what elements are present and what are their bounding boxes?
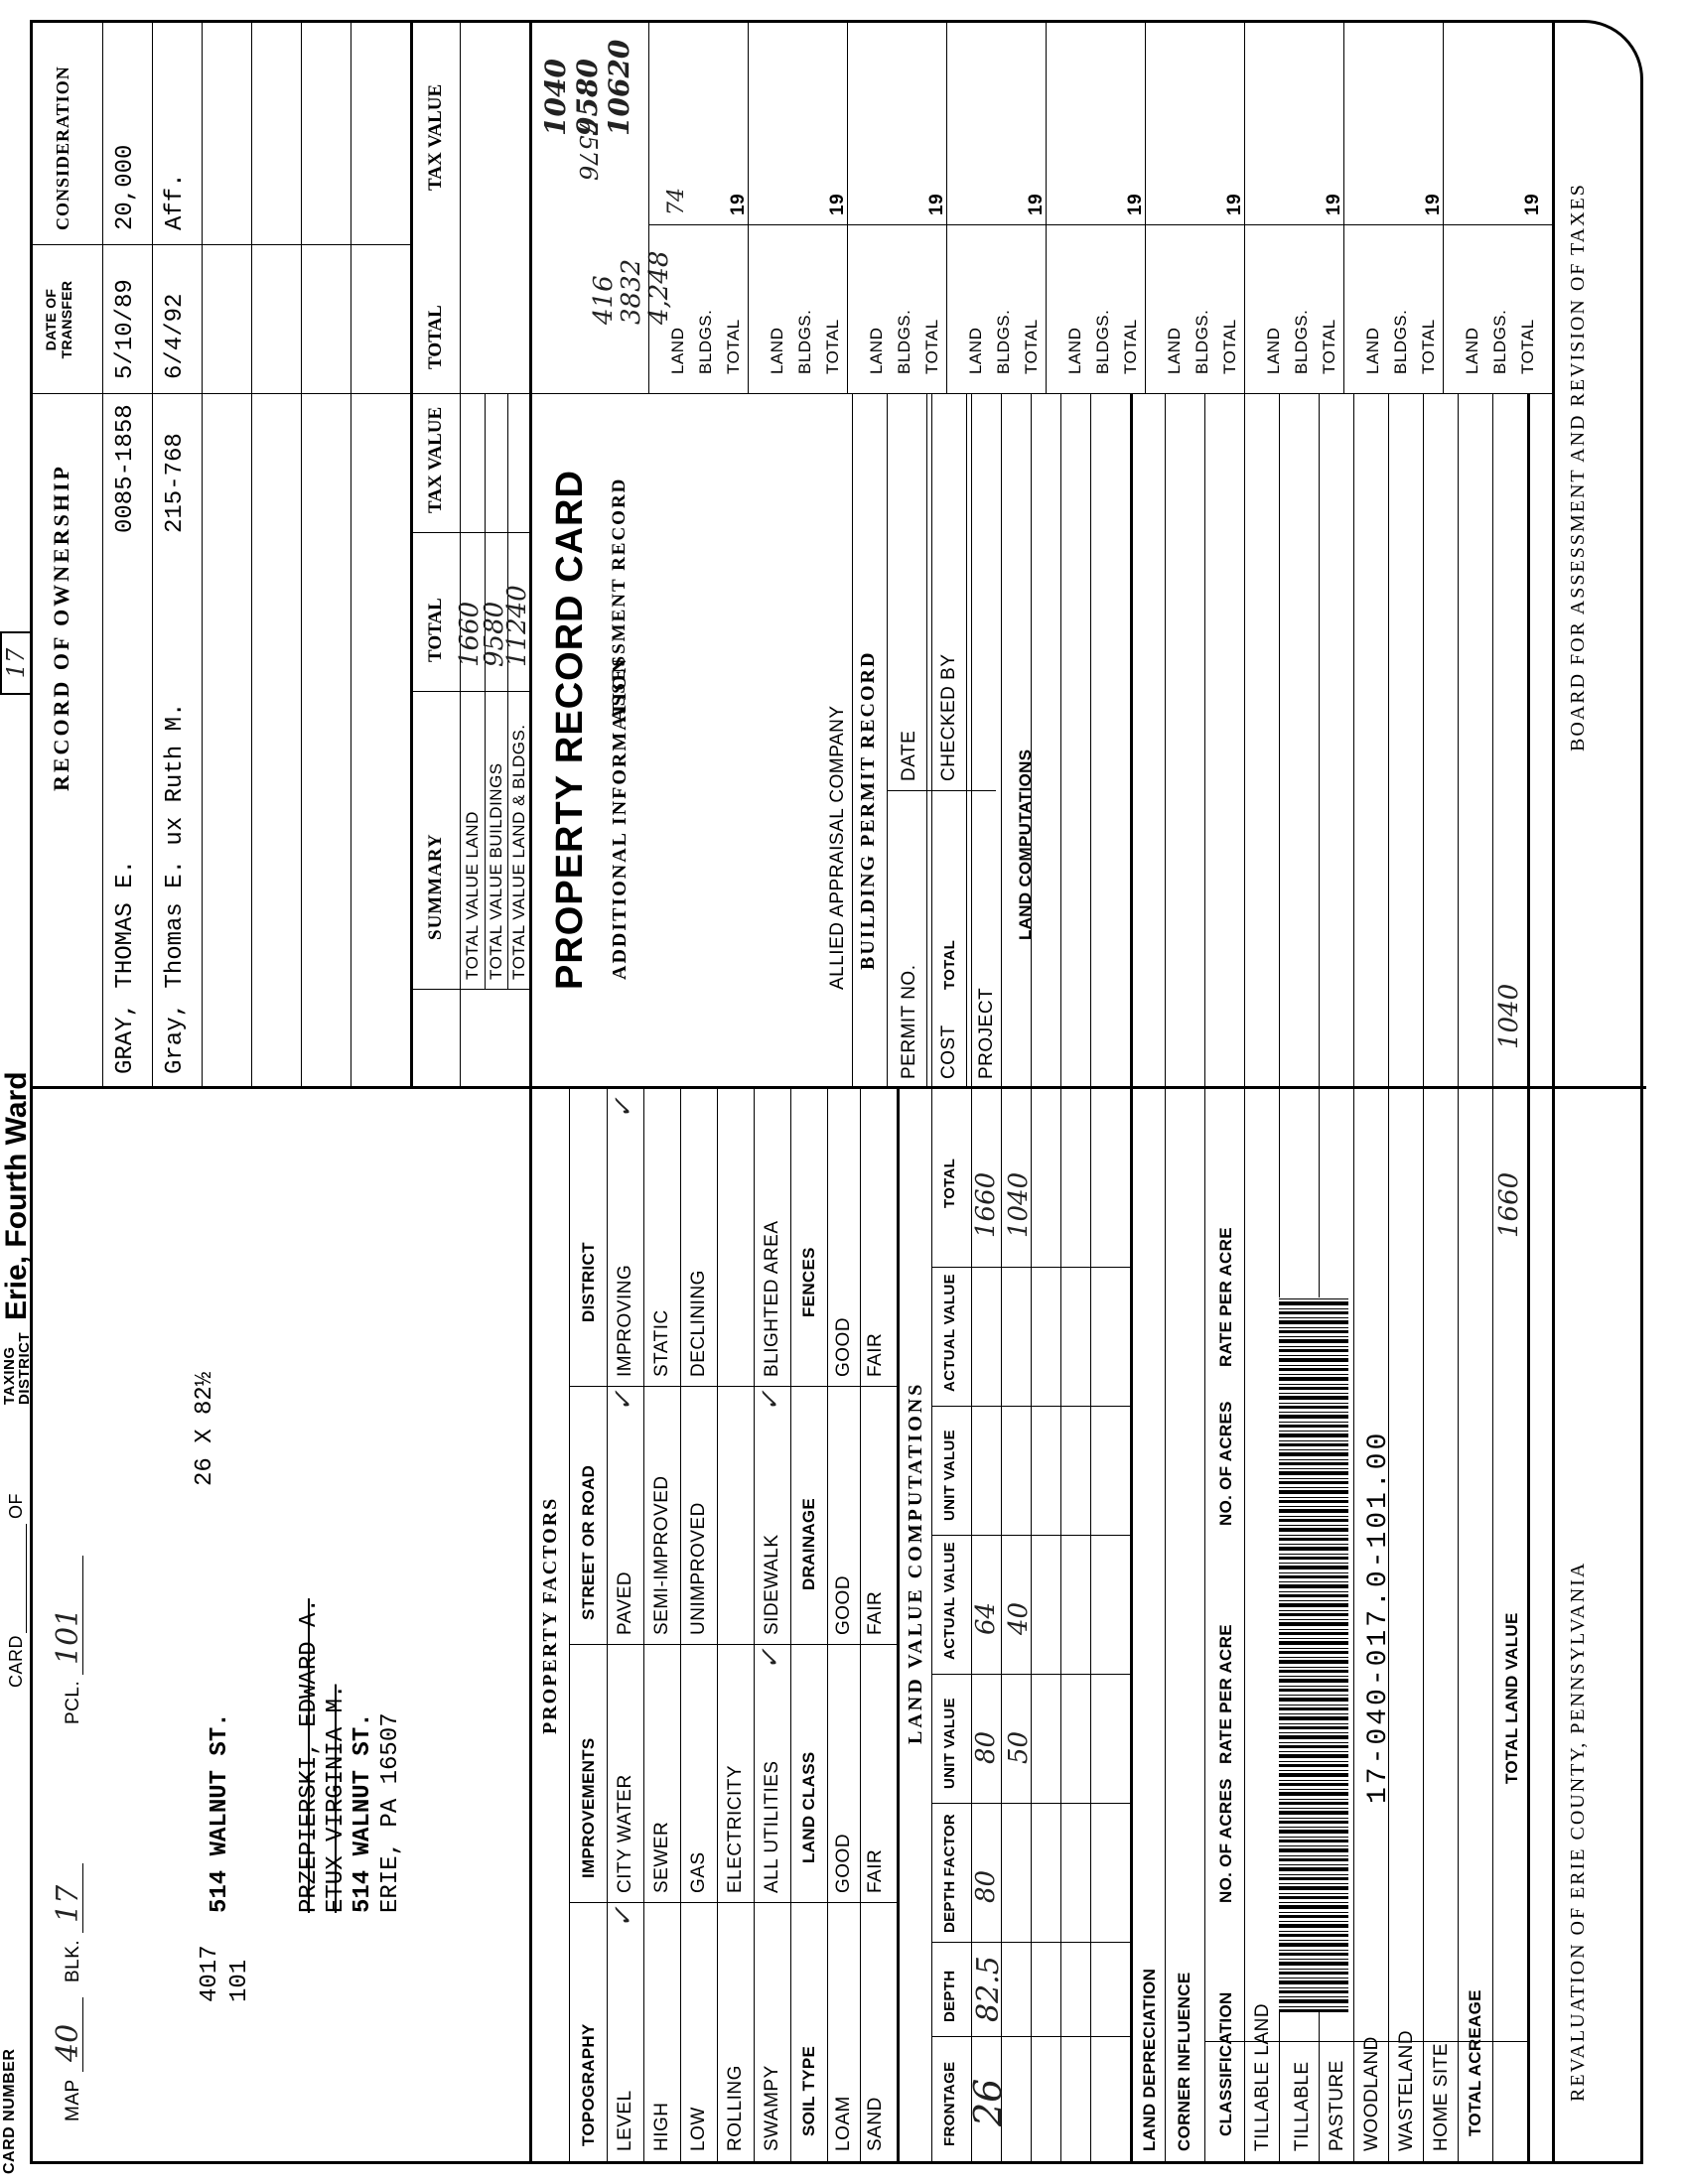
assessed-total: 10620 bbox=[603, 39, 635, 136]
right-tax-header: TAX VALUE bbox=[425, 83, 446, 191]
rate-acre-2-header: RATE PER ACRE bbox=[1216, 1227, 1235, 1367]
class-tillable: TILLABLE bbox=[1292, 2061, 1313, 2151]
lvc-depth-factor: 80 bbox=[971, 1869, 1001, 1903]
lvc-depth-header: DEPTH bbox=[941, 1970, 958, 2022]
lvc-frontage: 26 bbox=[966, 2078, 1010, 2126]
summary-total-land-bldgs: 11240 bbox=[502, 585, 532, 667]
assess-total-2: TOTAL bbox=[823, 319, 842, 374]
check-all-utilities-icon: ✓ bbox=[756, 1648, 785, 1670]
blk-label: BLK. bbox=[63, 1939, 83, 1982]
tax-value-buildings: 3832 bbox=[617, 258, 646, 325]
impr-sewer: SEWER bbox=[651, 1821, 672, 1893]
check-level-icon: ✓ bbox=[609, 1906, 638, 1928]
improvements-header: IMPROVEMENTS bbox=[579, 1737, 598, 1878]
blk-value: 17 bbox=[51, 1884, 85, 1923]
assess-bldgs-2: BLDGS. bbox=[795, 309, 814, 374]
land-depreciation: LAND DEPRECIATION bbox=[1140, 1968, 1159, 2151]
impr-all-utilities: ALL UTILITIES bbox=[762, 1760, 782, 1893]
total-acreage: TOTAL ACREAGE bbox=[1466, 1989, 1484, 2136]
district-improving: IMPROVING bbox=[615, 1264, 635, 1377]
card-title: PROPERTY RECORD CARD bbox=[549, 470, 591, 990]
summary-total-buildings: 9580 bbox=[480, 601, 509, 667]
lvc-actual-1: 64 bbox=[971, 1601, 1001, 1635]
lvc-unit-value-1: 80 bbox=[971, 1730, 1001, 1764]
check-sidewalk-icon: ✓ bbox=[756, 1390, 785, 1412]
year-prefix-8: 19 bbox=[1423, 193, 1444, 215]
checked-by-label: CHECKED BY bbox=[938, 653, 959, 781]
impr-city-water: CITY WATER bbox=[615, 1774, 635, 1893]
class-home-site: HOME SITE bbox=[1431, 2042, 1452, 2151]
lvc-total-2-header: TOTAL bbox=[941, 939, 958, 990]
street-unimproved: UNIMPROVED bbox=[688, 1502, 709, 1635]
old-owner-2: ETUX VIRGINIA M. bbox=[323, 1684, 350, 1913]
summary-row-buildings: TOTAL VALUE BUILDINGS bbox=[487, 762, 505, 980]
lvc-total-header: TOTAL bbox=[941, 1158, 958, 1208]
fences-good: GOOD bbox=[833, 1316, 854, 1377]
appraisal-company: ALLIED APPRAISAL COMPANY bbox=[827, 705, 848, 990]
total-land-value-1: 1660 bbox=[1494, 1171, 1524, 1238]
old-owner-1: PRZEPIERSKI, EDWARD A. bbox=[296, 1598, 323, 1913]
assess-land-2: LAND bbox=[768, 327, 786, 374]
assess-total-9: TOTAL bbox=[1518, 319, 1537, 374]
district-header: DISTRICT bbox=[579, 1242, 598, 1322]
assess-total-5: TOTAL bbox=[1121, 319, 1140, 374]
consideration-header: CONSIDERATION bbox=[53, 66, 72, 230]
pcl-value: 101 bbox=[51, 1607, 85, 1665]
assess-land-1: LAND bbox=[668, 327, 687, 374]
permit-title: BUILDING PERMIT RECORD bbox=[857, 650, 879, 970]
lvc-total-1: 1660 bbox=[971, 1171, 1001, 1238]
mailing-city: ERIE, PA 16507 bbox=[377, 1712, 404, 1913]
ownership-row-1-deed: 0085-1858 bbox=[112, 404, 139, 533]
year-prefix-5: 19 bbox=[1125, 193, 1146, 215]
district-declining: DECLINING bbox=[688, 1270, 709, 1377]
barcode bbox=[1279, 1297, 1348, 2012]
year-prefix-7: 19 bbox=[1324, 193, 1344, 215]
drainage-fair: FAIR bbox=[865, 1590, 886, 1635]
assess-bldgs-9: BLDGS. bbox=[1490, 309, 1509, 374]
assess-land-6: LAND bbox=[1165, 327, 1184, 374]
summary-tax-header: TAX VALUE bbox=[425, 406, 446, 513]
ownership-row-2-owner: Gray, Thomas E. ux Ruth M. bbox=[162, 702, 189, 1074]
date-label: DATE bbox=[899, 730, 919, 781]
class-pasture: PASTURE bbox=[1327, 2060, 1347, 2151]
topo-rolling: ROLLING bbox=[725, 2065, 746, 2151]
soil-type-header: SOIL TYPE bbox=[799, 2045, 818, 2136]
permit-no-label: PERMIT NO. bbox=[899, 964, 919, 1079]
taxing-district: Erie, Fourth Ward bbox=[0, 1071, 33, 1320]
land-computations-title: LAND COMPUTATIONS bbox=[1016, 749, 1035, 940]
assess-bldgs-6: BLDGS. bbox=[1193, 309, 1211, 374]
lot-dimensions: 26 X 82½ bbox=[192, 1371, 218, 1486]
summary-total-land: 1660 bbox=[455, 601, 485, 667]
land-class-fair: FAIR bbox=[865, 1848, 886, 1893]
street-sidewalk: SIDEWALK bbox=[762, 1534, 782, 1635]
assess-bldgs-3: BLDGS. bbox=[895, 309, 913, 374]
of-label: OF bbox=[6, 1493, 26, 1519]
ward-box: 17 bbox=[0, 631, 32, 695]
topo-swampy: SWAMPY bbox=[762, 2065, 782, 2151]
lvc-unit-value-header: UNIT VALUE bbox=[941, 1698, 958, 1789]
mailing-street: 514 WALNUT ST. bbox=[350, 1712, 376, 1913]
street-header: STREET OR ROAD bbox=[579, 1464, 598, 1620]
assessed-land: 1040 bbox=[539, 59, 572, 136]
footer-left: REVALUATION OF ERIE COUNTY, PENNSYLVANIA bbox=[1567, 1561, 1589, 2102]
barcode-text: 17-040-017.0-101.00 bbox=[1363, 1430, 1394, 1804]
assess-total-8: TOTAL bbox=[1419, 319, 1438, 374]
land-class-good: GOOD bbox=[833, 1833, 854, 1893]
assess-total-6: TOTAL bbox=[1220, 319, 1239, 374]
assess-bldgs-1: BLDGS. bbox=[696, 309, 715, 374]
factors-title: PROPERTY FACTORS bbox=[539, 1496, 561, 1734]
classification-header: CLASSIFICATION bbox=[1216, 1991, 1235, 2136]
ownership-row-2-date: 6/4/92 bbox=[162, 293, 189, 379]
lvc-depth-factor-header: DEPTH FACTOR bbox=[941, 1814, 958, 1933]
assessed-bldgs: 9580 bbox=[571, 59, 604, 136]
map-label: MAP bbox=[63, 2079, 83, 2121]
no-acres-2-header: NO. OF ACRES bbox=[1216, 1401, 1235, 1526]
project-label: PROJECT bbox=[976, 987, 997, 1079]
class-woodland: WOODLAND bbox=[1361, 2036, 1382, 2151]
drainage-header: DRAINAGE bbox=[799, 1497, 818, 1590]
check-improving-icon: ✓ bbox=[609, 1097, 638, 1119]
lvc-title: LAND VALUE COMPUTATIONS bbox=[905, 1381, 926, 1744]
card-frame bbox=[30, 20, 1643, 2164]
assess-total-7: TOTAL bbox=[1320, 319, 1338, 374]
year-prefix-4: 19 bbox=[1026, 193, 1047, 215]
parcel-code-2: 101 bbox=[226, 1959, 253, 2002]
summary-total-header: TOTAL bbox=[425, 598, 446, 662]
tax-value-land: 416 bbox=[589, 275, 619, 325]
stamp-number: 7576 bbox=[574, 119, 602, 181]
assess-total-3: TOTAL bbox=[922, 319, 941, 374]
topo-level: LEVEL bbox=[615, 2090, 635, 2151]
class-wasteland: WASTELAND bbox=[1396, 2029, 1417, 2151]
year-prefix-3: 19 bbox=[926, 193, 947, 215]
assess-land-4: LAND bbox=[966, 327, 985, 374]
land-class-header: LAND CLASS bbox=[799, 1751, 818, 1863]
lvc-total-2: 1040 bbox=[1004, 1171, 1034, 1238]
lvc-unit-value-2-header: UNIT VALUE bbox=[941, 1430, 958, 1521]
lvc-actual-value-2-header: ACTUAL VALUE bbox=[941, 1274, 958, 1392]
ownership-title: RECORD OF OWNERSHIP bbox=[49, 464, 73, 791]
lvc-depth: 82.5 bbox=[971, 1956, 1006, 2022]
tax-value-total: 4,248 bbox=[644, 250, 674, 325]
class-tillable-land: TILLABLE LAND bbox=[1252, 2002, 1273, 2151]
drainage-good: GOOD bbox=[833, 1574, 854, 1635]
assess-land-7: LAND bbox=[1264, 327, 1283, 374]
assessment-title: ASSESSMENT RECORD bbox=[609, 477, 630, 722]
year-mark: 74 bbox=[664, 188, 689, 215]
ownership-row-1-date: 5/10/89 bbox=[112, 279, 139, 379]
card-field[interactable] bbox=[26, 1524, 27, 1633]
parcel-code-1: 4017 bbox=[197, 1945, 223, 2002]
right-total-header: TOTAL bbox=[425, 305, 446, 369]
total-land-value-label: TOTAL LAND VALUE bbox=[1502, 1612, 1521, 1784]
location-address: 514 WALNUT ST. bbox=[207, 1712, 233, 1913]
year-prefix-1: 19 bbox=[728, 193, 749, 215]
topo-high: HIGH bbox=[651, 2102, 672, 2151]
ownership-row-2-deed: 215-768 bbox=[162, 433, 189, 533]
assess-bldgs-5: BLDGS. bbox=[1093, 309, 1112, 374]
card-number-label: CARD NUMBER bbox=[1, 2048, 18, 2174]
assess-total-4: TOTAL bbox=[1022, 319, 1041, 374]
year-prefix-9: 19 bbox=[1522, 193, 1543, 215]
district-static: STATIC bbox=[651, 1309, 672, 1377]
pcl-label: PCL. bbox=[63, 1680, 83, 1724]
fences-fair: FAIR bbox=[865, 1332, 886, 1377]
street-paved: PAVED bbox=[615, 1570, 635, 1635]
impr-gas: GAS bbox=[688, 1851, 709, 1893]
date-of-transfer-header: DATE OF TRANSFER bbox=[43, 280, 74, 359]
assess-bldgs-8: BLDGS. bbox=[1391, 309, 1410, 374]
lvc-actual-value-header: ACTUAL VALUE bbox=[941, 1542, 958, 1660]
additional-info-title: ADDITIONAL INFORMATION bbox=[609, 656, 631, 980]
no-acres-header: NO. OF ACRES bbox=[1216, 1778, 1235, 1903]
ownership-row-1-owner: GRAY, THOMAS E. bbox=[112, 859, 139, 1074]
impr-electricity: ELECTRICITY bbox=[725, 1764, 746, 1893]
map-value: 40 bbox=[51, 2023, 85, 2062]
assess-land-3: LAND bbox=[867, 327, 886, 374]
topo-low: LOW bbox=[688, 2107, 709, 2151]
year-prefix-6: 19 bbox=[1224, 193, 1245, 215]
soil-sand: SAND bbox=[865, 2097, 886, 2151]
corner-influence: CORNER INFLUENCE bbox=[1175, 1972, 1193, 2151]
topography-header: TOPOGRAPHY bbox=[579, 2023, 598, 2146]
district-blighted: BLIGHTED AREA bbox=[762, 1220, 782, 1377]
street-semi-improved: SEMI-IMPROVED bbox=[651, 1475, 672, 1635]
lvc-unit-value-2: 50 bbox=[1004, 1730, 1034, 1764]
lvc-actual-2: 40 bbox=[1004, 1601, 1034, 1635]
assess-bldgs-4: BLDGS. bbox=[994, 309, 1013, 374]
summary-row-land: TOTAL VALUE LAND bbox=[463, 811, 482, 980]
assess-total-1: TOTAL bbox=[724, 319, 743, 374]
ownership-row-1-consideration: 20,000 bbox=[112, 144, 139, 230]
soil-loam: LOAM bbox=[833, 2096, 854, 2151]
fences-header: FENCES bbox=[799, 1247, 818, 1317]
cost-label: COST bbox=[938, 1024, 959, 1079]
rate-acre-header: RATE PER ACRE bbox=[1216, 1624, 1235, 1764]
year-prefix-2: 19 bbox=[827, 193, 848, 215]
assess-land-8: LAND bbox=[1363, 327, 1382, 374]
summary-title: SUMMARY bbox=[425, 833, 446, 940]
taxing-district-label: TAXING DISTRICT bbox=[1, 1331, 33, 1405]
total-land-value-2: 1040 bbox=[1494, 983, 1524, 1049]
check-paved-icon: ✓ bbox=[609, 1390, 638, 1412]
lvc-frontage-header: FRONTAGE bbox=[941, 2061, 958, 2146]
ownership-row-2-consideration: Aff. bbox=[162, 173, 189, 230]
assess-bldgs-7: BLDGS. bbox=[1292, 309, 1311, 374]
assess-land-9: LAND bbox=[1463, 327, 1481, 374]
summary-row-land-bldgs: TOTAL VALUE LAND & BLDGS. bbox=[509, 724, 528, 980]
assess-land-5: LAND bbox=[1065, 327, 1084, 374]
card-label: CARD bbox=[6, 1634, 26, 1688]
footer-right: BOARD FOR ASSESSMENT AND REVISION OF TAXES bbox=[1567, 183, 1589, 751]
